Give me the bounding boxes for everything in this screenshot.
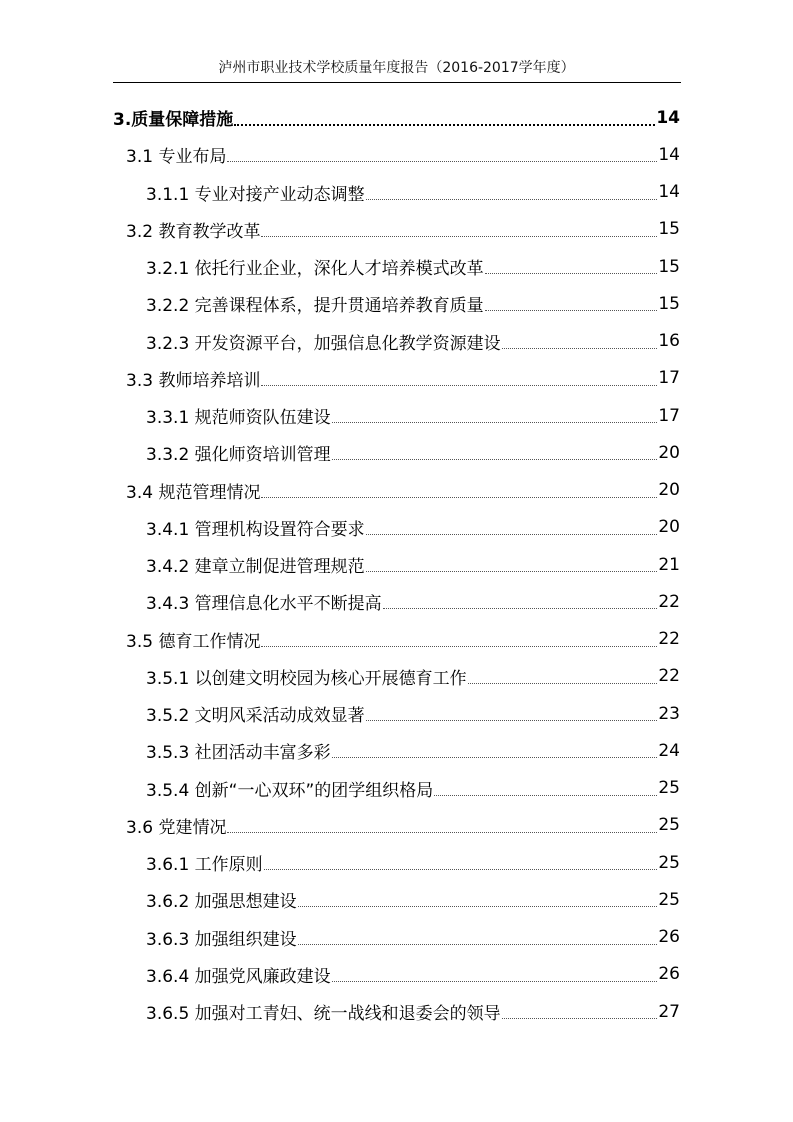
toc-entry-page-number: 20	[658, 480, 680, 500]
toc-entry-page-number: 17	[658, 405, 680, 426]
toc-entry-label: 3.5.2 文明风采活动成效显著	[146, 706, 365, 726]
toc-entry-label: 3.6 党建情况	[126, 817, 227, 838]
toc-entry-label: 3.6.3 加强组织建设	[146, 929, 297, 950]
toc-entry-page-number: 25	[658, 852, 680, 873]
toc-entry[interactable]	[126, 211, 680, 248]
toc-entry-page-number: 26	[658, 927, 680, 947]
toc-entry-label: 3.2.2 完善课程体系，提升贯通培养教育质量	[146, 296, 484, 317]
toc-entry-page-number: 24	[658, 740, 680, 761]
toc-entry[interactable]	[146, 174, 680, 211]
toc-entry[interactable]	[146, 732, 680, 769]
toc-leader-dots	[485, 310, 658, 311]
toc-entry-label: 3.5.4 创新“一心双环”的团学组织格局	[146, 780, 434, 801]
toc-entry-label: 3.3 教师培养培训	[126, 370, 261, 391]
page-header: 泸州市职业技术学校质量年度报告（2016-2017学年度）	[218, 60, 575, 76]
toc-leader-dots	[298, 906, 658, 907]
toc-entry-label: 3.质量保障措施	[113, 110, 234, 130]
toc-entry-label: 3.5.1 以创建文明校园为核心开展德育工作	[146, 668, 467, 689]
toc-leader-dots	[366, 720, 658, 721]
toc-entry[interactable]	[126, 136, 680, 173]
toc-leader-dots	[261, 497, 657, 498]
toc-entry-page-number: 22	[658, 666, 680, 687]
header-rule	[113, 82, 681, 83]
toc-entry[interactable]	[113, 99, 680, 136]
toc-entry-page-number: 22	[658, 591, 680, 612]
toc-entry[interactable]	[126, 472, 680, 509]
toc-entry-label: 3.2.1 依托行业企业，深化人才培养模式改革	[146, 259, 484, 279]
toc-entry[interactable]	[146, 993, 680, 1030]
toc-entry[interactable]	[146, 956, 680, 993]
toc-entry-label: 3.5.3 社团活动丰富多彩	[146, 743, 331, 764]
toc-entry-label: 3.4 规范管理情况	[126, 482, 261, 503]
toc-entry-label: 3.6.4 加强党风廉政建设	[146, 966, 331, 987]
toc-leader-dots	[485, 273, 658, 274]
toc-entry-page-number: 26	[658, 964, 680, 985]
toc-leader-dots	[332, 981, 658, 982]
toc-leader-dots	[502, 1018, 658, 1019]
toc-entry-page-number: 20	[658, 442, 680, 463]
toc-entry[interactable]	[146, 434, 680, 471]
toc-entry-label: 3.6.1 工作原则	[146, 855, 263, 875]
toc-leader-dots	[261, 646, 657, 647]
toc-entry-page-number: 25	[658, 815, 680, 836]
toc-entry[interactable]	[126, 621, 680, 658]
toc-entry-label: 3.4.1 管理机构设置符合要求	[146, 519, 365, 540]
toc-entry[interactable]	[146, 397, 680, 434]
toc-entry[interactable]	[146, 695, 680, 732]
toc-entry-page-number: 25	[658, 778, 680, 798]
toc-entry-label: 3.6.2 加强思想建设	[146, 892, 297, 913]
toc-entry-label: 3.3.2 强化师资培训管理	[146, 445, 331, 466]
toc-entry[interactable]	[146, 919, 680, 956]
toc-entry-label: 3.1 专业布局	[126, 147, 227, 168]
toc-entry-page-number: 14	[658, 144, 680, 165]
toc-leader-dots	[366, 199, 658, 200]
toc-leader-dots	[234, 124, 655, 126]
toc-entry-label: 3.5 德育工作情况	[126, 631, 261, 652]
toc-entry-label: 3.4.3 管理信息化水平不断提高	[146, 594, 382, 615]
toc-leader-dots	[332, 757, 658, 758]
toc-entry[interactable]	[146, 770, 680, 807]
toc-entry[interactable]	[146, 509, 680, 546]
toc-entry-page-number: 25	[658, 889, 680, 910]
toc-entry-page-number: 20	[658, 517, 680, 538]
toc-entry[interactable]	[146, 546, 680, 583]
toc-entry-label: 3.6.5 加强对工青妇、统一战线和退委会的领导	[146, 1004, 501, 1024]
toc-leader-dots	[227, 832, 657, 833]
toc-leader-dots	[366, 534, 658, 535]
toc-leader-dots	[298, 944, 658, 945]
toc-entry-page-number: 27	[658, 1001, 680, 1022]
toc-entry-page-number: 14	[658, 182, 680, 202]
toc-leader-dots	[434, 795, 657, 796]
toc-entry-page-number: 22	[658, 629, 680, 649]
toc-entry[interactable]	[146, 658, 680, 695]
toc-entry-label: 3.1.1 专业对接产业动态调整	[146, 184, 365, 205]
toc-entry-label: 3.2.3 开发资源平台，加强信息化教学资源建设	[146, 333, 501, 354]
toc-entry-page-number: 16	[658, 331, 680, 351]
toc-entry-page-number: 15	[658, 256, 680, 277]
toc-leader-dots	[366, 571, 658, 572]
toc-entry-page-number: 14	[656, 107, 680, 128]
toc-entry-page-number: 21	[658, 554, 680, 575]
toc-leader-dots	[502, 348, 658, 349]
toc-leader-dots	[332, 459, 658, 460]
toc-entry-page-number: 23	[658, 703, 680, 724]
toc-entry[interactable]	[126, 807, 680, 844]
toc-entry-page-number: 17	[658, 368, 680, 389]
toc-entry-label: 3.2 教育教学改革	[126, 221, 261, 242]
toc-entry[interactable]	[146, 248, 680, 285]
toc-entry-label: 3.4.2 建章立制促进管理规范	[146, 557, 365, 577]
toc-entry-label: 3.3.1 规范师资队伍建设	[146, 408, 331, 428]
toc-leader-dots	[264, 869, 658, 870]
toc-leader-dots	[468, 683, 658, 684]
toc-entry[interactable]	[146, 583, 680, 620]
toc-leader-dots	[332, 422, 658, 423]
toc-leader-dots	[227, 161, 657, 162]
toc-entry-page-number: 15	[658, 293, 680, 314]
toc-entry[interactable]	[146, 285, 680, 322]
toc-leader-dots	[261, 236, 657, 237]
toc-entry[interactable]	[126, 360, 680, 397]
toc-entry[interactable]	[146, 844, 680, 881]
toc-entry[interactable]	[146, 881, 680, 918]
toc-entry-page-number: 15	[658, 219, 680, 240]
toc-leader-dots	[383, 608, 658, 609]
toc-leader-dots	[261, 385, 657, 386]
toc-entry[interactable]	[146, 323, 680, 360]
